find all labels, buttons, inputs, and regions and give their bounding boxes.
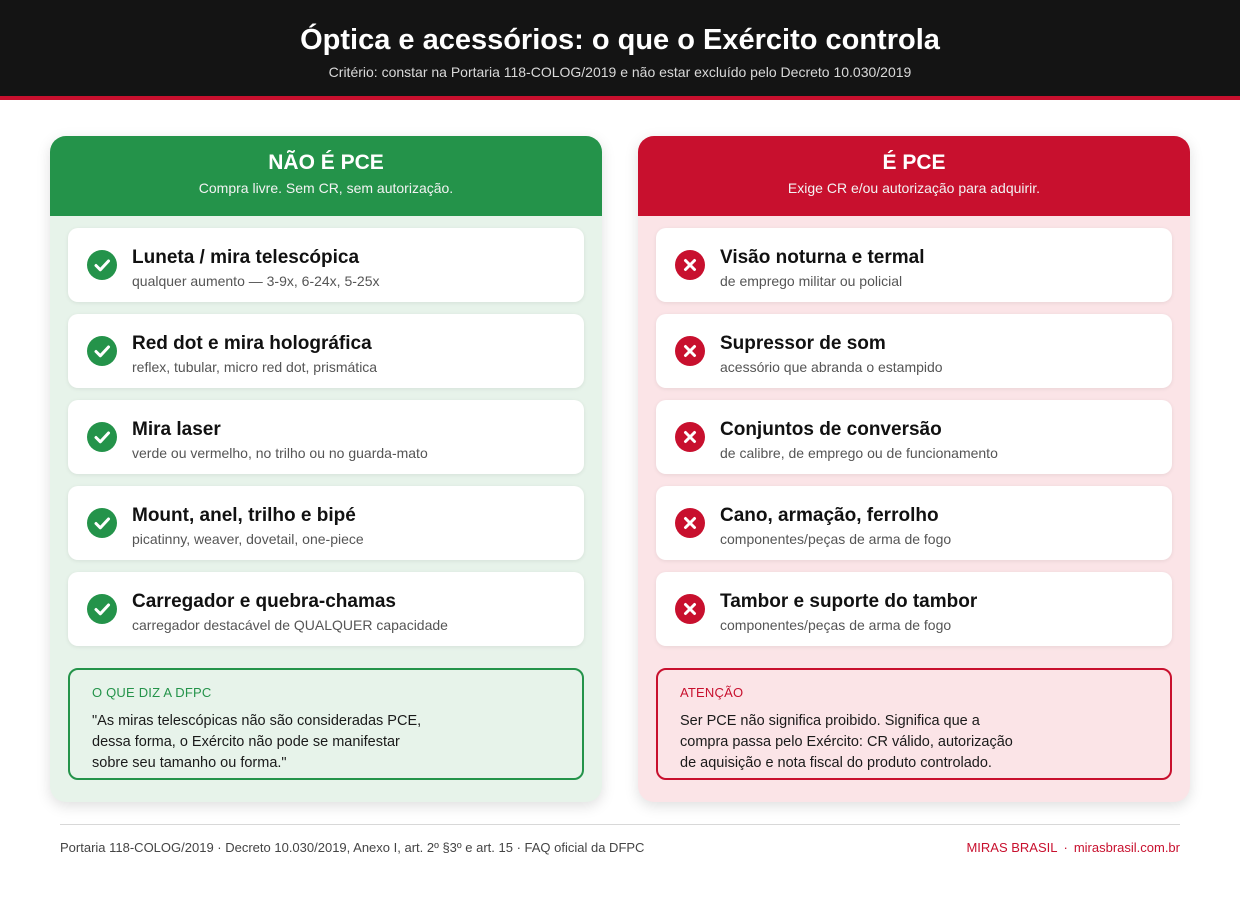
- pce-panel-header: [638, 136, 1190, 216]
- not-pce-item: [68, 486, 584, 560]
- not-pce-panel: [50, 136, 602, 802]
- pce-subtitle: Exige CR e/ou autorização para adquirir.: [787, 180, 1041, 196]
- pce-title: É PCE: [882, 151, 946, 174]
- pce-item-subtitle: componentes/peças de arma de fogo: [720, 531, 952, 547]
- pce-item-title: Supressor de som: [720, 333, 886, 354]
- footer-divider: [60, 824, 1180, 825]
- not-pce-item-subtitle: reflex, tubular, micro red dot, prismática: [132, 359, 378, 375]
- not-pce-item: [68, 314, 584, 388]
- footer-separator: ·: [1063, 840, 1068, 855]
- footer-brand: MIRAS BRASIL: [966, 840, 1058, 855]
- not-pce-panel-header: [50, 136, 602, 216]
- page-subtitle: Critério: constar na Portaria 118-COLOG/2019 e não estar excluído pelo Decreto 10.030/2019: [328, 64, 912, 80]
- pce-item-subtitle: acessório que abranda o estampido: [720, 359, 943, 375]
- check-icon: [87, 508, 117, 538]
- dfpc-quote-text: "As miras telescópicas não são consideradas PCE, dessa forma, o Exército não pode se manifestar sobre seu tamanho ou forma.": [92, 713, 422, 771]
- not-pce-item-title: Mira laser: [132, 419, 221, 440]
- pce-panel: [638, 136, 1190, 802]
- not-pce-item-subtitle: carregador destacável de QUALQUER capacidade: [132, 617, 448, 633]
- pce-item-subtitle: de emprego militar ou policial: [720, 273, 903, 289]
- pce-item-subtitle: de calibre, de emprego ou de funcionamento: [720, 445, 998, 461]
- check-icon: [87, 594, 117, 624]
- not-pce-item-title: Luneta / mira telescópica: [132, 247, 360, 268]
- not-pce-item-subtitle: picatinny, weaver, dovetail, one-piece: [132, 531, 364, 547]
- not-pce-title: NÃO É PCE: [268, 151, 384, 174]
- pce-item: [656, 486, 1172, 560]
- pce-item: [656, 228, 1172, 302]
- not-pce-subtitle: Compra livre. Sem CR, sem autorização.: [198, 180, 454, 196]
- pce-item-title: Cano, armação, ferrolho: [720, 505, 939, 526]
- not-pce-item-title: Mount, anel, trilho e bipé: [132, 505, 356, 526]
- x-icon: [675, 594, 705, 624]
- not-pce-list: [68, 228, 584, 658]
- x-icon: [675, 508, 705, 538]
- attention-label: ATENÇÃO: [680, 685, 744, 700]
- not-pce-item: [68, 400, 584, 474]
- check-icon: [87, 422, 117, 452]
- not-pce-item: [68, 572, 584, 646]
- pce-item: [656, 572, 1172, 646]
- footer-site-link[interactable]: mirasbrasil.com.br: [1073, 840, 1180, 855]
- page-title: Óptica e acessórios: o que o Exército controla: [300, 24, 940, 56]
- attention-box: [656, 668, 1172, 780]
- x-icon: [675, 422, 705, 452]
- pce-item-subtitle: componentes/peças de arma de fogo: [720, 617, 952, 633]
- not-pce-item-title: Red dot e mira holográfica: [132, 333, 372, 354]
- check-icon: [87, 336, 117, 366]
- not-pce-item-subtitle: qualquer aumento — 3-9x, 6-24x, 5-25x: [132, 273, 380, 289]
- footer-sources: Portaria 118-COLOG/2019 · Decreto 10.030/2019, Anexo I, art. 2º §3º e art. 15 · FAQ oficial da DFPC: [60, 840, 645, 855]
- check-icon: [87, 250, 117, 280]
- pce-item-title: Conjuntos de conversão: [720, 419, 942, 440]
- pce-list: [656, 228, 1172, 658]
- pce-item: [656, 400, 1172, 474]
- pce-item: [656, 314, 1172, 388]
- not-pce-item-subtitle: verde ou vermelho, no trilho ou no guarda-mato: [132, 445, 428, 461]
- not-pce-item: [68, 228, 584, 302]
- dfpc-quote-box: [68, 668, 584, 780]
- pce-item-title: Visão noturna e termal: [720, 247, 925, 268]
- footer-brand-block: [966, 840, 1180, 855]
- page-header: [0, 0, 1240, 100]
- x-icon: [675, 336, 705, 366]
- x-icon: [675, 250, 705, 280]
- not-pce-item-title: Carregador e quebra-chamas: [132, 591, 396, 612]
- dfpc-quote-label: O QUE DIZ A DFPC: [92, 685, 212, 700]
- pce-item-title: Tambor e suporte do tambor: [720, 591, 978, 612]
- attention-text: Ser PCE não significa proibido. Significa que a compra passa pelo Exército: CR válido, autorização de aquisição e nota fiscal do produto controlado.: [680, 713, 1013, 771]
